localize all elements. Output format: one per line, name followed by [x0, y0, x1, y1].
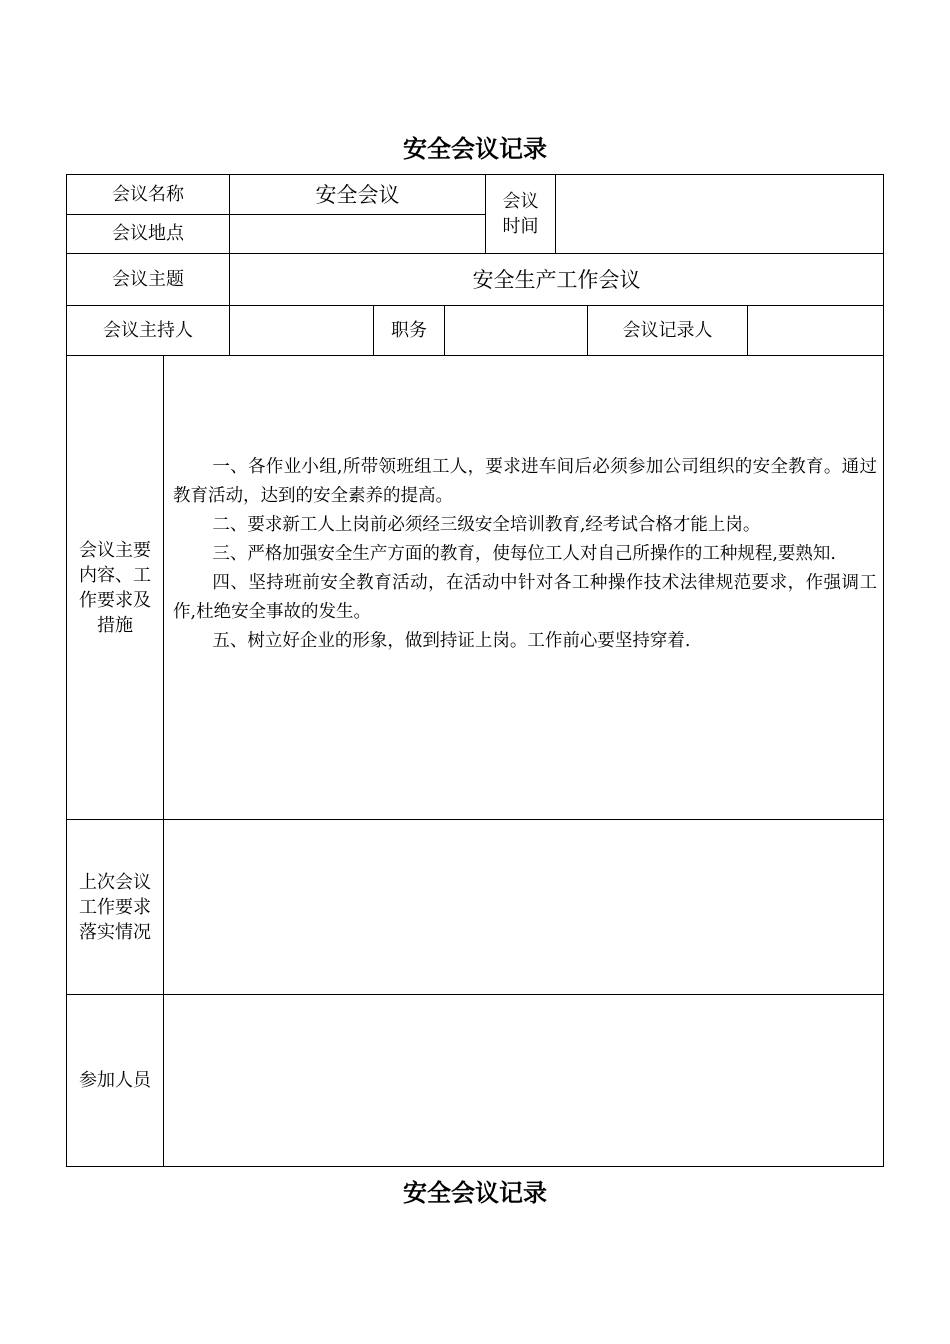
meeting-content-body — [173, 453, 877, 656]
content-paragraph: 一、各作业小组,所带领班组工人，要求进车间后必须参加公司组织的安全教育。通过教育活动，达到的安全素养的提高。 — [173, 457, 877, 506]
meeting-time-label — [486, 175, 555, 253]
content-paragraph: 三、严格加强安全生产方面的教育，使每位工人对自己所操作的工种规程,要熟知. — [212, 544, 836, 564]
last-meeting-value[interactable] — [164, 820, 883, 994]
meeting-place-label: 会议地点 — [112, 223, 184, 244]
last-meeting-label — [67, 820, 163, 994]
recorder-label: 会议记录人 — [622, 319, 713, 341]
attendees-value[interactable] — [164, 995, 883, 1166]
last-meeting-label-text: 上次会议工作要求落实情况 — [79, 871, 151, 943]
footer-document-title: 安全会议记录 — [403, 1178, 547, 1207]
meeting-time-label-line2: 时间 — [502, 216, 539, 237]
attendees-label: 参加人员 — [79, 1069, 151, 1091]
content-paragraph: 二、要求新工人上岗前必须经三级安全培训教育,经考试合格才能上岗。 — [212, 515, 761, 535]
position-label: 职务 — [391, 319, 427, 341]
content-label-text: 会议主要内容、工作要求及措施 — [79, 539, 151, 636]
meeting-name-label: 会议名称 — [112, 183, 184, 205]
recorder-value[interactable] — [748, 306, 883, 355]
content-paragraph: 五、树立好企业的形象，做到持证上岗。工作前心要坚持穿着. — [212, 631, 691, 651]
meeting-topic-value: 安全生产工作会议 — [472, 267, 641, 292]
position-value[interactable] — [445, 306, 587, 355]
host-label: 会议主持人 — [103, 319, 193, 341]
host-value[interactable] — [230, 306, 373, 355]
content-paragraph: 四、坚持班前安全教育活动，在活动中针对各工种操作技术法律规范要求，作强调工作,杜绝安全事故的发生。 — [173, 573, 877, 622]
meeting-topic-label: 会议主题 — [112, 268, 184, 290]
meeting-place-value[interactable] — [230, 215, 485, 253]
meeting-name-value: 安全会议 — [315, 182, 400, 207]
row-divider — [66, 355, 884, 356]
table-border-right — [883, 174, 884, 1167]
content-label — [67, 356, 163, 819]
table-border-bottom — [66, 1166, 884, 1167]
meeting-time-value[interactable] — [556, 175, 883, 253]
document-title: 安全会议记录 — [403, 134, 547, 163]
meeting-time-label-line1: 会议 — [502, 191, 539, 212]
